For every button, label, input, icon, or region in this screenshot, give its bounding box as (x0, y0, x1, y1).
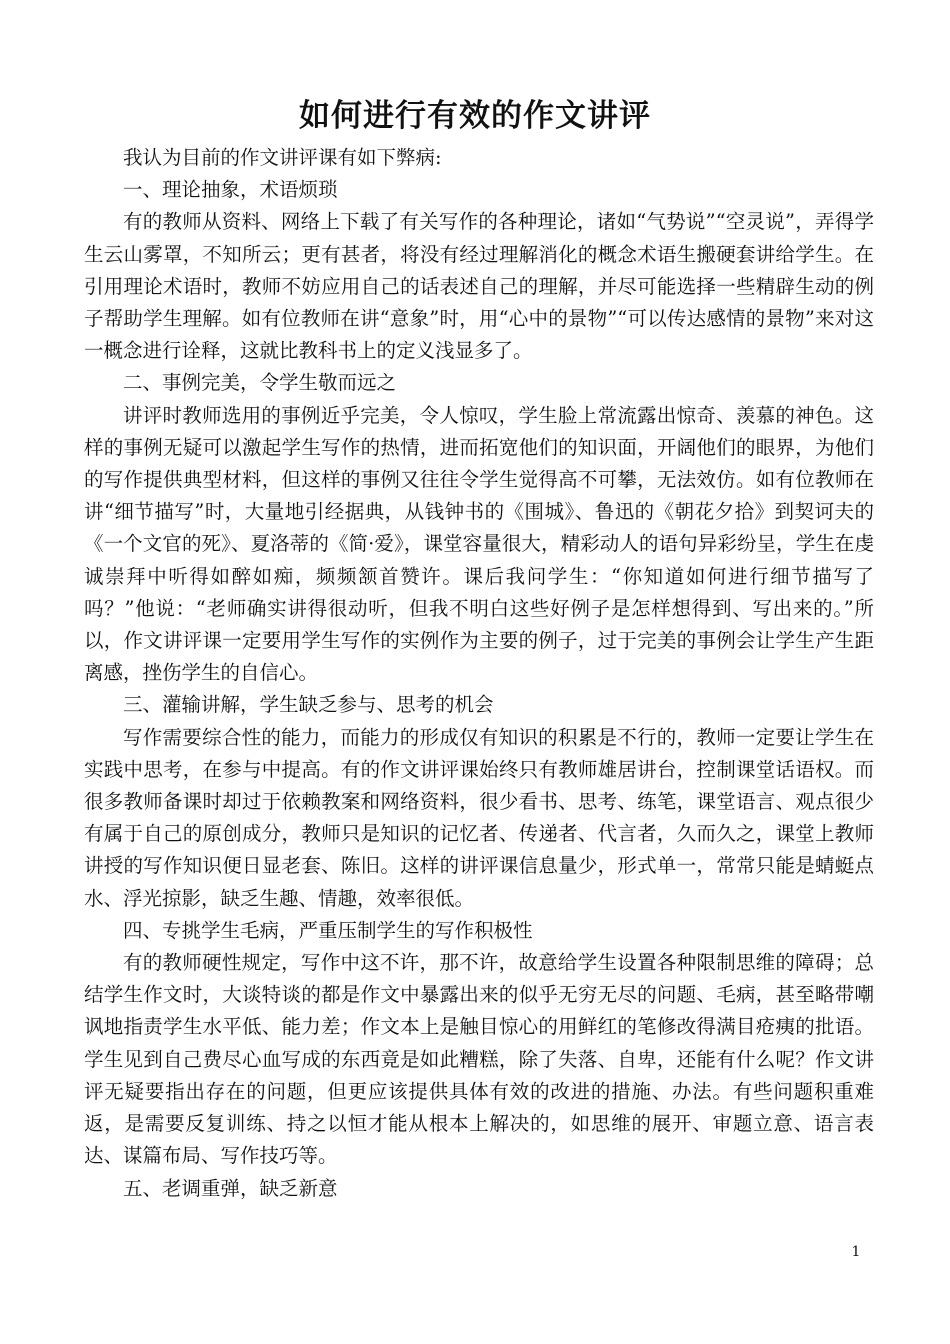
section-heading-2: 二、事例完美，令学生敬而远之 (123, 371, 397, 395)
document-title: 如何进行有效的作文讲评 (299, 98, 651, 134)
section-heading-3: 三、灌输讲解，学生缺乏参与、思考的机会 (123, 693, 494, 717)
body-paragraph-1: 有的教师从资料、网络上下载了有关写作的各种理论，诸如“气势说”“空灵说”，弄得学生云山雾罩，不知所云；更有甚者，将没有经过理解消化的概念术语生搬硬套讲给学生。在引用理论术语时，教师不妨应用自己的话表述自己的理解，并尽可能选择一些精辟生动的例子帮助学生理解。如有位教师在讲“意象”时，用“心中的景物”“可以传达感情的景物”来对这一概念进行诠释，这就比教科书上的定义浅显多了。 (84, 210, 874, 363)
body-paragraph-4: 有的教师硬性规定，写作中这不许，那不许，故意给学生设置各种限制思维的障碍；总结学生作文时，大谈特谈的都是作文中暴露出来的似乎无穷无尽的问题、毛病，甚至略带嘲讽地指责学生水平低、能力差；作文本上是触目惊心的用鲜红的笔修改得满目疮痍的批语。学生见到自己费尽心血写成的东西竟是如此糟糕，除了失落、自卑，还能有什么呢？作文讲评无疑要指出存在的问题，但更应该提供具体有效的改进的措施、办法。有些问题积重难返，是需要反复训练、持之以恒才能从根本上解决的，如思维的展开、审题立意、语言表达、谋篇布局、写作技巧等。 (84, 951, 874, 1168)
page-number: 1 (851, 1244, 861, 1260)
document-body (84, 142, 874, 1205)
body-paragraph-3: 写作需要综合性的能力，而能力的形成仅有知识的积累是不行的，教师一定要让学生在实践中思考，在参与中提高。有的作文讲评课始终只有教师雄居讲台，控制课堂话语权。而很多教师备课时却过于依赖教案和网络资料，很少看书、思考、练笔，课堂语言、观点很少有属于自己的原创成分，教师只是知识的记忆者、传递者、代言者，久而久之，课堂上教师讲授的写作知识便日显老套、陈旧。这样的讲评课信息量少，形式单一，常常只能是蜻蜓点水、浮光掠影，缺乏生趣、情趣，效率很低。 (84, 725, 874, 910)
intro-paragraph: 我认为目前的作文讲评课有如下弊病: (123, 146, 442, 169)
section-heading-5: 五、老调重弹，缺乏新意 (123, 1176, 338, 1200)
body-paragraph-2: 讲评时教师选用的事例近乎完美，令人惊叹，学生脸上常流露出惊奇、羡慕的神色。这样的事例无疑可以激起学生写作的热情，进而拓宽他们的知识面，开阔他们的眼界，为他们的写作提供典型材料，但这样的事例又往往令学生觉得高不可攀，无法效仿。如有位教师在讲“细节描写”时，大量地引经据典，从钱钟书的《围城》、鲁迅的《朝花夕拾》到契诃夫的《一个文官的死》、夏洛蒂的《简·爱》，课堂容量很大，精彩动人的语句异彩纷呈，学生在虔诚崇拜中听得如醉如痴，频频颔首赞许。课后我问学生：“你知道如何进行细节描写了吗？”他说：“老师确实讲得很动听，但我不明白这些好例子是怎样想得到、写出来的。”所以，作文讲评课一定要用学生写作的实例作为主要的例子，过于完美的事例会让学生产生距离感，挫伤学生的自信心。 (84, 403, 874, 685)
section-heading-4: 四、专挑学生毛病，严重压制学生的写作积极性 (123, 918, 533, 942)
section-heading-1: 一、理论抽象，术语烦琐 (123, 178, 338, 202)
